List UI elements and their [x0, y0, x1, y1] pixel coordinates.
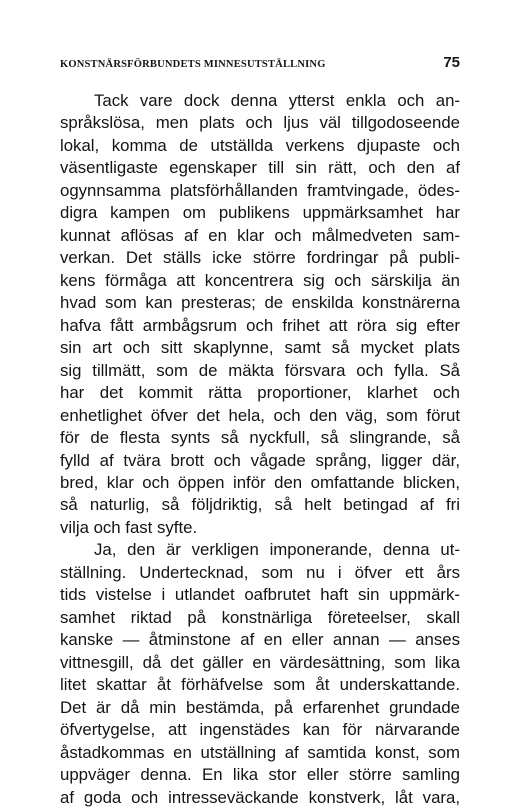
- text-line: har det kommit rätta proportioner, klarhet och: [60, 383, 460, 403]
- text-line: uppväger denna. En lika stor eller större samling: [60, 765, 460, 785]
- text-line: tids vistelse i utlandet oafbrutet haft sin uppmärk-: [60, 585, 460, 605]
- text-line: enhetlighet öfver det hela, och den väg, som förut: [60, 405, 460, 425]
- text-line: hafva fått armbågsrum och frihet att röra sig efter: [60, 315, 460, 335]
- text-line: litet skattar åt förhäfvelse som åt underskattande.: [60, 675, 460, 695]
- text-line: sin art och sitt skaplynne, samt så mycket plats: [60, 338, 460, 358]
- text-line: af goda och intresseväckande konstverk, låt vara,: [60, 787, 460, 807]
- text-line: kanske — åtminstone af en eller annan — anses: [60, 630, 460, 650]
- paragraph-1: [60, 90, 460, 539]
- paragraph-2: [60, 539, 460, 809]
- running-head: [60, 54, 460, 71]
- text-line: öfvertygelse, att ingenstädes kan för närvarande: [60, 720, 460, 740]
- text-line: vilja och fast syfte.: [60, 517, 198, 537]
- text-line: hvad som kan presteras; de enskilda konstnärerna: [60, 293, 460, 313]
- text-line: så naturlig, så följdriktig, så helt betingad af fri: [60, 495, 460, 515]
- text-line: ogynnsamma platsförhållanden framtvingade, ödes-: [60, 180, 460, 200]
- text-line: kunnat aflösas af en klar och målmedveten sam-: [60, 225, 460, 245]
- text-line: bred, klar och öppen inför den omfattande blicken,: [60, 472, 460, 492]
- text-line: väsentligaste egenskaper till sin rätt, och den af: [60, 158, 460, 178]
- text-line: Ja, den är verkligen imponerande, denna ut-: [94, 540, 460, 560]
- text-line: språkslösa, men plats och ljus väl tillgodoseende: [60, 113, 460, 133]
- text-line: samhet riktad på konstnärliga företeelser, skall: [60, 607, 460, 627]
- text-line: fylld af tvära brott och vågade språng, ligger där,: [60, 450, 460, 470]
- text-line: kens förmåga att koncentrera sig och särskilja än: [60, 270, 460, 290]
- body-text: [60, 90, 460, 809]
- text-line: ställning. Undertecknad, som nu i öfver ett års: [60, 562, 460, 582]
- text-line: lokal, komma de utställda verkens djupaste och: [60, 135, 460, 155]
- text-line: åstadkommas en utställning af samtida konst, som: [60, 742, 460, 762]
- running-head-title: KONSTNÄRSFÖRBUNDETS MINNESUTSTÄLLNING: [60, 59, 326, 70]
- text-line: sig tillmätt, som de mäkta försvara och fylla. Så: [60, 360, 460, 380]
- text-line: Det är då min bestämda, på erfarenhet grundade: [60, 697, 460, 717]
- text-line: för de flesta synts så nyckfull, så slingrande, så: [60, 428, 460, 448]
- text-line: Tack vare dock denna ytterst enkla och an-: [94, 91, 460, 110]
- text-line: digra kampen om publikens uppmärksamhet har: [60, 203, 460, 223]
- text-line: verkan. Det ställs icke större fordringar på publi-: [60, 248, 460, 268]
- page-number: 75: [443, 54, 460, 71]
- text-line: vittnesgill, då det gäller en värdesättning, som lika: [60, 652, 460, 672]
